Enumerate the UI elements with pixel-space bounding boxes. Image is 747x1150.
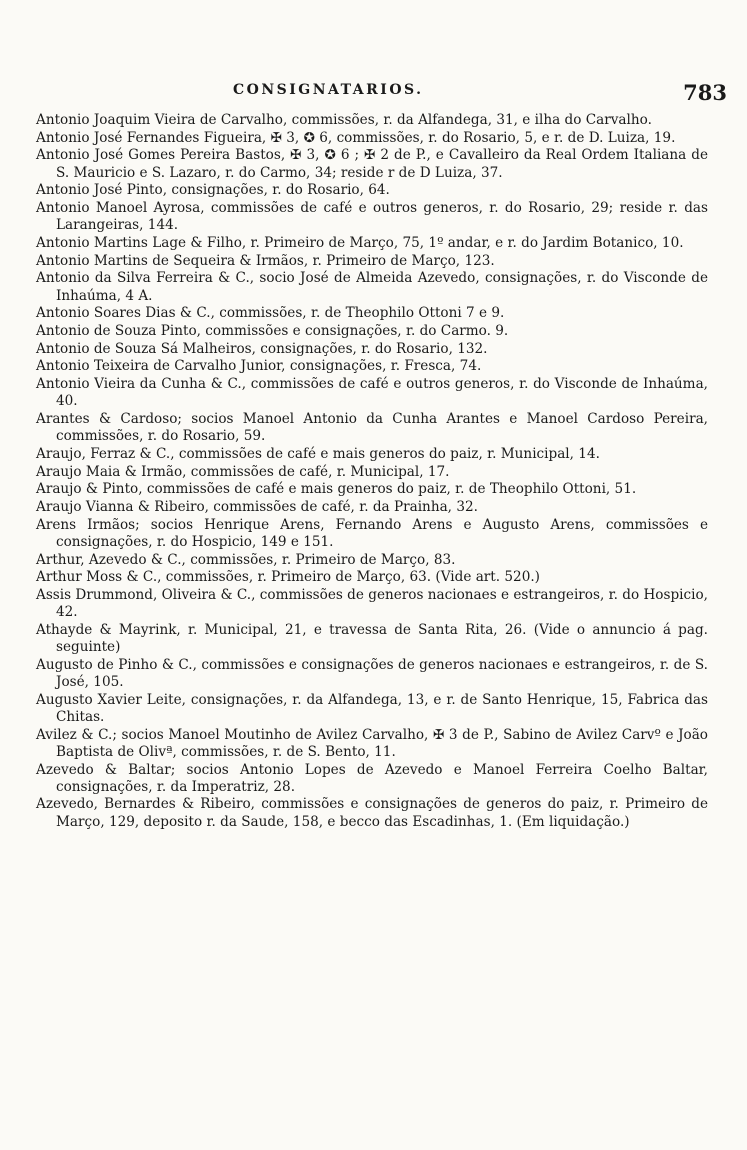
directory-entry: Antonio Joaquim Vieira de Carvalho, commissões, r. da Alfandega, 31, e ilha do Carvalho. [36, 112, 652, 128]
directory-entry: Antonio da Silva Ferreira & C., socio José de Almeida Azevedo, consignações, r. do Visconde de Inhaúma, 4 A. [36, 270, 708, 304]
directory-entry: Azevedo & Baltar; socios Antonio Lopes de Azevedo e Manoel Ferreira Coelho Baltar, consignações, r. da Imperatriz, 28. [36, 761, 708, 795]
directory-entry: Antonio de Souza Pinto, commissões e consignações, r. do Carmo. 9. [36, 322, 509, 339]
directory-entry: Araujo & Pinto, commissões de café e mais generos do paiz, r. de Theophilo Ottoni, 51. [36, 481, 637, 498]
directory-entry: Avilez & C.; socios Manoel Moutinho de Avilez Carvalho, ✠ 3 de P., Sabino de Avilez Carvº e João Baptista de Olivª, commissões, r. de S. Bento, 11. [36, 726, 708, 760]
directory-entry: Arthur Moss & C., commissões, r. Primeiro de Março, 63. (Vide art. 520.) [36, 569, 540, 586]
directory-entry: Antonio José Gomes Pereira Bastos, ✠ 3, ✪ 6 ; ✠ 2 de P., e Cavalleiro da Real Ordem Italiana de S. Mauricio e S. Lazaro, r. do Carmo, 34; reside r de D Luiza, 37. [36, 147, 708, 181]
directory-entry: Antonio Teixeira de Carvalho Junior, consignações, r. Fresca, 74. [36, 358, 482, 375]
directory-entry: Antonio José Fernandes Figueira, ✠ 3, ✪ 6, commissões, r. do Rosario, 5, e r. de D. Luiza, 19. [36, 129, 676, 146]
directory-entry: Arthur, Azevedo & C., commissões, r. Primeiro de Março, 83. [36, 551, 456, 568]
directory-entry: Athayde & Mayrink, r. Municipal, 21, e travessa de Santa Rita, 26. (Vide o annuncio á pag. seguinte) [36, 621, 708, 656]
directory-entry: Antonio Martins de Sequeira & Irmãos, r. Primeiro de Março, 123. [36, 252, 495, 269]
running-title: CONSIGNATARIOS. [233, 82, 424, 98]
directory-entry: Antonio Soares Dias & C., commissões, r. de Theophilo Ottoni 7 e 9. [36, 305, 505, 322]
directory-entry: Antonio de Souza Sá Malheiros, consignações, r. do Rosario, 132. [36, 340, 488, 357]
directory-entry: Antonio Martins Lage & Filho, r. Primeiro de Março, 75, 1º andar, e r. do Jardim Botanico, 10. [36, 234, 684, 251]
directory-entry: Araujo, Ferraz & C., commissões de café e mais generos do paiz, r. Municipal, 14. [36, 445, 600, 462]
directory-entry: Augusto Xavier Leite, consignações, r. da Alfandega, 13, e r. de Santo Henrique, 15, Fabrica das Chitas. [36, 691, 708, 725]
directory-entry: Araujo Maia & Irmão, commissões de café, r. Municipal, 17. [36, 463, 450, 480]
page-header [0, 80, 747, 110]
page-number: 783 [683, 80, 727, 105]
directory-entry: Augusto de Pinho & C., commissões e consignações de generos nacionaes e estrangeiros, r. de S. José, 105. [36, 656, 708, 690]
directory-entry: Antonio Vieira da Cunha & C., commissões de café e outros generos, r. do Visconde de Inhaúma, 40. [36, 376, 708, 410]
directory-entry: Azevedo, Bernardes & Ribeiro, commissões e consignações de generos do paiz, r. Primeiro de Março, 129, deposito r. da Saude, 158, e becco das Escadinhas, 1. (Em liquidação.) [36, 796, 708, 830]
directory-entry: Arantes & Cardoso; socios Manoel Antonio da Cunha Arantes e Manoel Cardoso Pereira, commissões, r. do Rosario, 59. [36, 410, 708, 445]
directory-entry: Antonio Manoel Ayrosa, commissões de café e outros generos, r. do Rosario, 29; reside r. das Larangeiras, 144. [36, 200, 708, 234]
directory-list [36, 112, 708, 831]
directory-entry: Arens Irmãos; socios Henrique Arens, Fernando Arens e Augusto Arens, commissões e consignações, r. do Hospicio, 149 e 151. [36, 516, 708, 550]
directory-entry: Antonio José Pinto, consignações, r. do Rosario, 64. [36, 182, 390, 199]
directory-entry: Araujo Vianna & Ribeiro, commissões de café, r. da Prainha, 32. [36, 498, 478, 515]
directory-entry: Assis Drummond, Oliveira & C., commissões de generos nacionaes e estrangeiros, r. do Hospicio, 42. [36, 586, 708, 621]
